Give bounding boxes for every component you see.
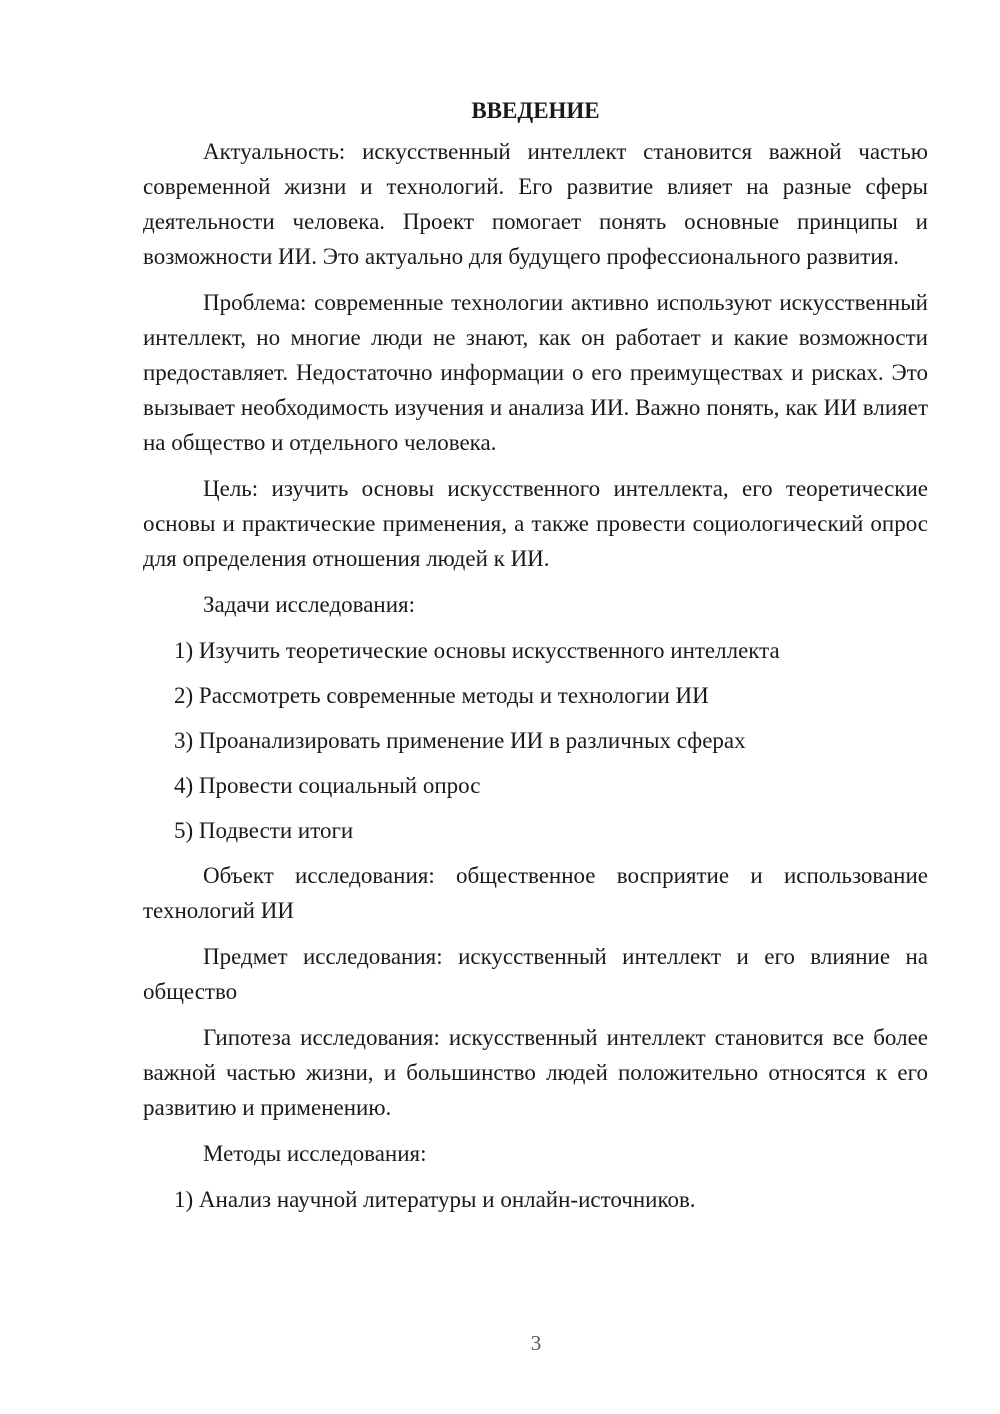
section-title: ВВЕДЕНИЕ [471, 98, 600, 123]
methods-heading: Методы исследования: [203, 1141, 427, 1166]
object-paragraph: Объект исследования: общественное восприятие и использование технологий ИИ [143, 863, 928, 923]
task-item-3: 3) Проанализировать применение ИИ в различных сферах [174, 728, 746, 753]
tasks-heading: Задачи исследования: [203, 592, 416, 617]
page-content [143, 93, 928, 1227]
page-number: 3 [530, 1331, 542, 1355]
method-item-1: 1) Анализ научной литературы и онлайн-источников. [174, 1187, 696, 1212]
subject-paragraph: Предмет исследования: искусственный интеллект и его влияние на общество [143, 944, 928, 1004]
relevance-paragraph: Актуальность: искусственный интеллект становится важной частью современной жизни и технологий. Его развитие влияет на разные сферы деятельности человека. Проект помогает понять основные принципы и возможности ИИ. Это актуально для будущего профессионального развития. [143, 139, 928, 269]
goal-paragraph: Цель: изучить основы искусственного интеллекта, его теоретические основы и практические применения, а также провести социологический опрос для определения отношения людей к ИИ. [143, 476, 928, 571]
task-item-1: 1) Изучить теоретические основы искусственного интеллекта [174, 638, 780, 663]
problem-paragraph: Проблема: современные технологии активно используют искусственный интеллект, но многие люди не знают, как он работает и какие возможности предоставляет. Недостаточно информации о его преимуществах и рисках. Это вызывает необходимость изучения и анализа ИИ. Важно понять, как ИИ влияет на общество и отдельного человека. [143, 290, 928, 455]
hypothesis-paragraph: Гипотеза исследования: искусственный интеллект становится все более важной частью жизни, и большинство людей положительно относятся к его развитию и применению. [143, 1025, 928, 1120]
task-item-2: 2) Рассмотреть современные методы и технологии ИИ [174, 683, 709, 708]
methods-list [143, 1182, 928, 1217]
task-item-4: 4) Провести социальный опрос [174, 773, 481, 798]
task-item-5: 5) Подвести итоги [174, 818, 354, 843]
tasks-list [143, 633, 928, 848]
